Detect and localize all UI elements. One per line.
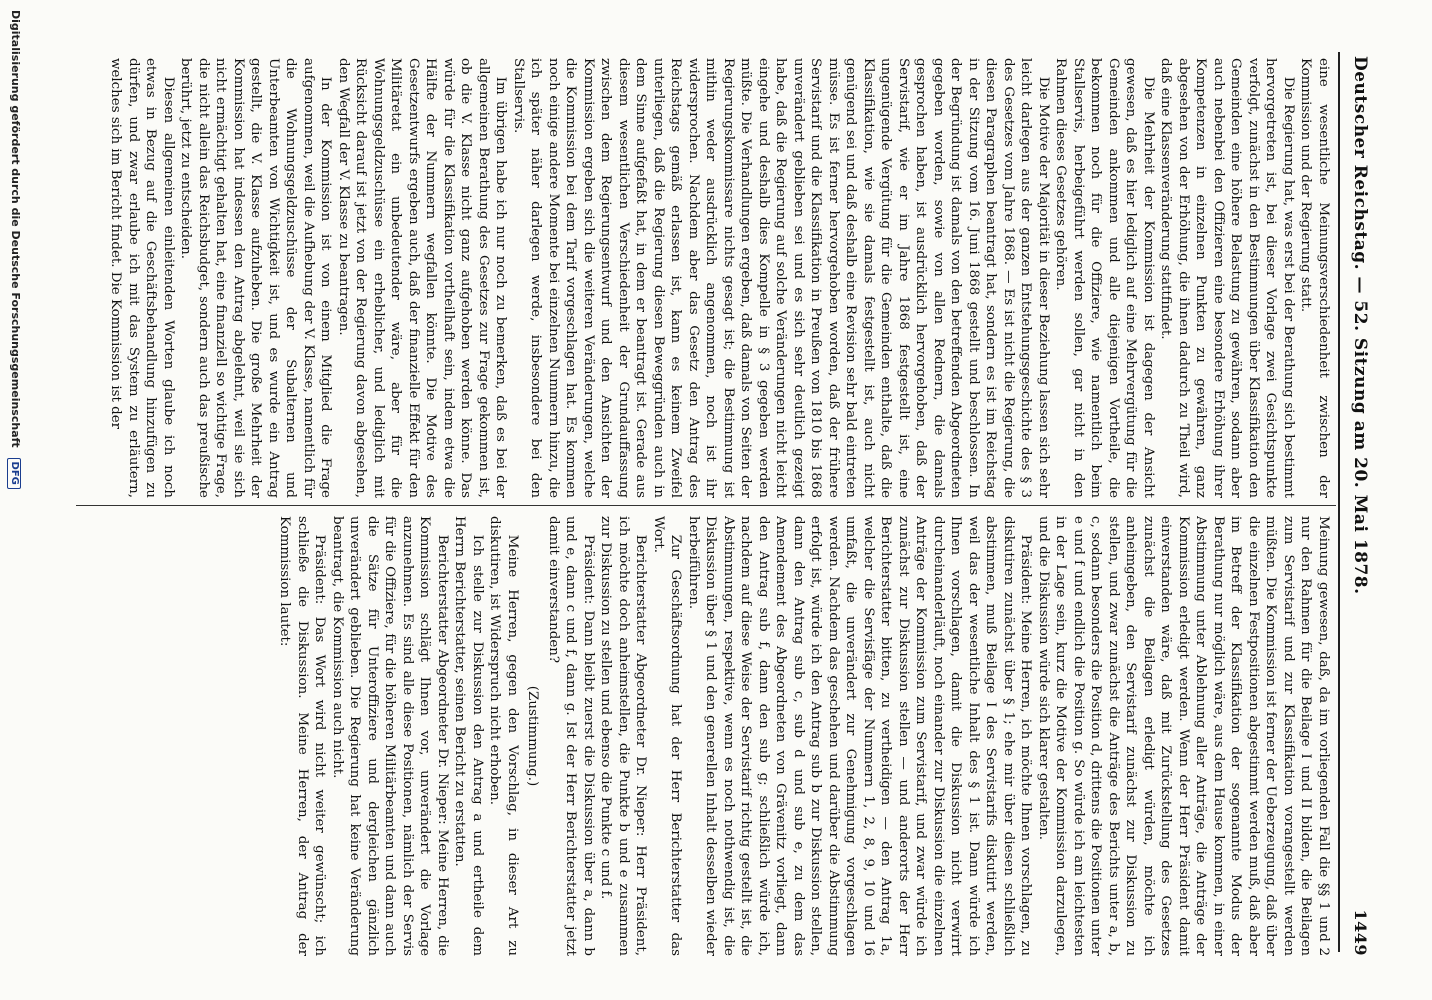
speech-president: Präsident: Das Wort wird nicht weiter gewünscht; ich schließe die Diskussion. Meine Herren, der Antrag der Kommission lautet: bbox=[277, 516, 328, 956]
speech-rapporteur: Berichterstatter Abgeordneter Dr. Nieper: Meine Herren, die Kommission schlägt Ihnen vor, unverändert die Vorlage anzunehmen. Es sind alle diese Positionen, nämlich der Servis für die Offiziere, für die höheren Militärbeamten und dann auch die Sätze für Unteroffiziere und dergleichen gänzlich unverändert geblieben. Die Regierung hat keine Veränderung beantragt, die Kommission auch nicht. bbox=[330, 516, 450, 956]
dfg-logo: DFG bbox=[7, 458, 21, 489]
paragraph: In der Kommission ist von einem Mitglied die Frage aufgenommen, weil die Aufhebung der V. Klasse, namentlich für die Wohnungsgeldzuschüsse der Subalternen und Unterbeamten von Wichtigkeit ist, und es wurde ein Antrag gestellt, die V. Klasse aufzuheben. Die große Mehrheit der Kommission hat indessen den Antrag abgelehnt, weil sie sich nicht ermächtigt gehalten hat, eine finanziell so wichtige Frage, die nicht allein das Reichsbudget, sondern auch das preußische berührt, jetzt zu entscheiden. bbox=[178, 58, 334, 498]
paragraph: Meine Herren, gegen den Vorschlag, in dieser Art zu diskutiren, ist Widerspruch nicht erhoben. bbox=[487, 516, 520, 956]
right-column bbox=[82, 516, 1332, 956]
paragraph: eine wesentliche Meinungsverschiedenheit zwischen der Kommission und der Regierung statt. bbox=[1298, 58, 1331, 498]
paragraph: Ich stelle zur Diskussion den Antrag a und ertheile dem Herrn Berichterstatter, seinen Bericht zu erstatten. bbox=[452, 516, 485, 956]
page-number: 1449 bbox=[1351, 909, 1370, 956]
column-divider bbox=[76, 505, 1336, 506]
paragraph: Die Motive der Majorität in dieser Beziehung lassen sich sehr leicht darlegen aus der ganzen Entstehungsgeschichte des § 3 des Gesetzes vom Jahre 1868. — Es ist nicht die Regierung, die diesen Paragraphen beantragt hat, sondern es ist im Reichstag in der Sitzung vom 16. Juni 1868 gestellt und beschlossen. In der Begründung ist damals von den betreffenden Abgeordneten gegeben worden, sowie von allen Rednern, die damals gesprochen haben, ist ausdrücklich hervorgehoben, daß der Servistarif, wie er im Jahre 1868 festgestellt ist, eine ungenügende Vergütung für die Gemeinden enthalte, daß die Klassifikation, wie sie damals festgestellt ist, auch nicht genügend sei und daß deshalb eine Revision sehr bald eintreten müsse. Es ist ferner hervorgehoben worden, daß der frühere Servistarif und die Klassifikation in Preußen von 1810 bis 1868 unverändert geblieben sei und es sich sehr deutlich gezeigt habe, daß die Regierung auf solche Veränderungen nicht leicht eingehe und deshalb dies Kompelle in § 3 gegeben werden müßte. Die Verhandlungen ergeben, daß damals von Seiten der Regierungskommissare nichts gesagt ist; die Bestimmung ist mithin weder ausdrücklich angenommen, noch ist ihr widersprochen. Nachdem aber das Gesetz den Antrag des Reichstags gemäß erlassen ist, kann es keinem Zweifel unterliegen, daß die Regierung diesen Beweggründen auch in dem Sinne aufgefaßt hat, in dem er beantragt ist. Gerade aus diesem wesentlichen Verschiedenheit der Grundauffassung zwischen dem Regierungsentwurf und den Ansichten der Kommission ergeben sich die weiteren Veränderungen, welche die Kommission bei dem Tarif vorgeschlagen hat. Es kommen noch einige andere Momente bei einzelnen Nummern hinzu, die ich später näher darlegen werde, insbesondere bei den Stallservis. bbox=[511, 58, 1051, 498]
left-column bbox=[82, 58, 1332, 498]
speech-rapporteur: Berichterstatter Abgeordneter Dr. Nieper: Herr Präsident, ich möchte doch anheimstellen, die Punkte b und e zusammen zur Diskussion zu stellen und ebenso die Punkte c und f. bbox=[598, 516, 649, 956]
paragraph: Meinung gewesen, daß, da im vorliegenden Fall die §§ 1 und 2 nur den Rahmen für die Beilage I und II bilden, die Beilagen zum Servistarif und zur Klassifikation vorangestellt werden müßten. Die Kommission ist ferner der Ueberzeugung, daß über die einzelnen Festpositionen abgestimmt werden muß, daß aber im Betreff der Klassifikation der sogenannte Modus der Berathung nur möglich wäre, aus dem Hause kommen, in einer Abstimmung unter Ablehnung aller Anträge, die Anträge der Kommission erledigt werden. Wenn der Herr Präsident damit einverstanden wäre, daß mit Zurückstellung des Gesetzes zunächst die Beilagen erledigt würden, möchte ich anheimgeben, den Servistarif zunächst zur Diskussion zu stellen, und zwar zunächst die Anträge des Berichts unter a, b, c, sodann besonders die Position d, drittens die Positionen unter e und f und endlich die Position g. So würde ich am leichtesten in der Lage sein, kurz die Motive der Kommission darzulegen, und die Diskussion würde sich klarer gestalten. bbox=[1036, 516, 1331, 956]
running-title: Deutscher Reichstag. — 52. Sitzung am 20. Mai 1878. bbox=[1350, 56, 1370, 595]
paragraph: Die Mehrheit der Kommission ist dagegen der Ansicht gewesen, daß es hier lediglich auf eine Mehrvergütung für die Gemeinden ankommen und alle diejenigen Vortheile, die bekommen noch für die Offiziere, wie namentlich beim Stallservis, herbeigeführt werden sollen, gar nicht in den Rahmen dieses Gesetzes gehören. bbox=[1053, 58, 1156, 498]
header-rule bbox=[1338, 52, 1340, 952]
paragraph: Zur Geschäftsordnung hat der Herr Berichterstatter das Wort. bbox=[651, 516, 684, 956]
paragraph: Im übrigen habe ich nur noch zu bemerken, daß es bei der allgemeinen Berathung des Gesetzes zur Frage gekommen ist, ob die V. Klasse nicht ganz aufgehoben werden könne. Das würde für die Klassifikation vortheilhaft sein, indem etwa die Hälfte der Nummern wegfallen könnte. Die Motive des Gesetzentwurfs ergeben auch, daß der finanzielle Effekt für den Militäretat ein unbedeutender wäre, aber für die Wohnungsgeldzuschüsse ein erheblicher, und lediglich mit Rücksicht darauf ist jetzt von der Regierung davon abgesehen, den Wegfall der V. Klasse zu beantragen. bbox=[336, 58, 509, 498]
page-header bbox=[1338, 56, 1378, 956]
paragraph: Die Regierung hat, was erst bei der Berathung sich bestimmt hervorgetreten ist, bei dieser Vorlage zwei Gesichtspunkte verfolgt, zunächst in den Bestimmungen über Klassifikation den Gemeinden eine höhere Belastung zu gewähren, sodann aber auch nebenbei den Offizieren eine besondere Erhöhung ihrer Kompetenzen in einzelnen Punkten zu gewähren, ganz abgesehen von der Erhöhung, die ihnen dadurch zu Theil wird, daß eine Klassenveränderung stattfindet. bbox=[1158, 58, 1296, 498]
speech-president: Präsident: Dann bleibt zuerst die Diskussion über a, dann b und e, dann c und f, dann g. Ist der Herr Berichterstatter jetzt damit einverstanden? bbox=[546, 516, 596, 956]
interjection: (Zustimmung.) bbox=[525, 685, 541, 787]
paragraph: Diesen allgemeinen einleitenden Worten glaube ich noch etwas in Bezug auf die Geschäftsbehandlung hinzufügen zu dürfen, und zwar erlaube ich mit das System zu erläutern, welches sich im Bericht findet. Die Kommission ist der bbox=[108, 58, 176, 498]
speech-president: Präsident: Meine Herren, ich möchte Ihnen vorschlagen, zu diskutiren zunächst über § 1; ehe mir über diesen schließlich abstimmen, muß Beilage I des Servistarifs diskutirt werden, weil das der wesentliche Inhalt des § 1 ist. Dann würde ich Ihnen vorschlagen, damit die Diskussion nicht verwirrt durcheinanderläuft, noch einander zur Diskussion die einzelnen Anträge der Kommission zum Servistarif, und zwar würde ich zunächst zur Diskussion stellen — und anderorts der Herr Berichterstatter bitten, zu vertheidigen — den Antrag 1a, welcher die Servisfäge der Nummern 1, 2, 8, 9, 10 und 16 umfaßt, die unverändert zur Genehmigung vorgeschlagen werden. Nachdem das geschehen und darüber die Abstimmung erfolgt ist, würde ich den Antrag sub b zur Diskussion stellen, dann den Antrag sub c, sub d und sub e, zu dem das Amendement des Abgeordneten von Grävenitz vorliegt, dann den Antrag sub f, dann den sub g; schließlich würde ich, nachdem auf diese Weise der Servistarif richtig gestellt ist, die Abstimmungen, respektive, wenn es noch nothwendig ist, die Diskussion über § 1 und den generellen Inhalt desselben wieder herbeiführen. bbox=[686, 516, 1034, 956]
footer-text: Digitalisierung gefördert durch die Deutsche Forschungsgemeinschaft bbox=[9, 10, 22, 448]
digitization-footer bbox=[4, 10, 22, 990]
